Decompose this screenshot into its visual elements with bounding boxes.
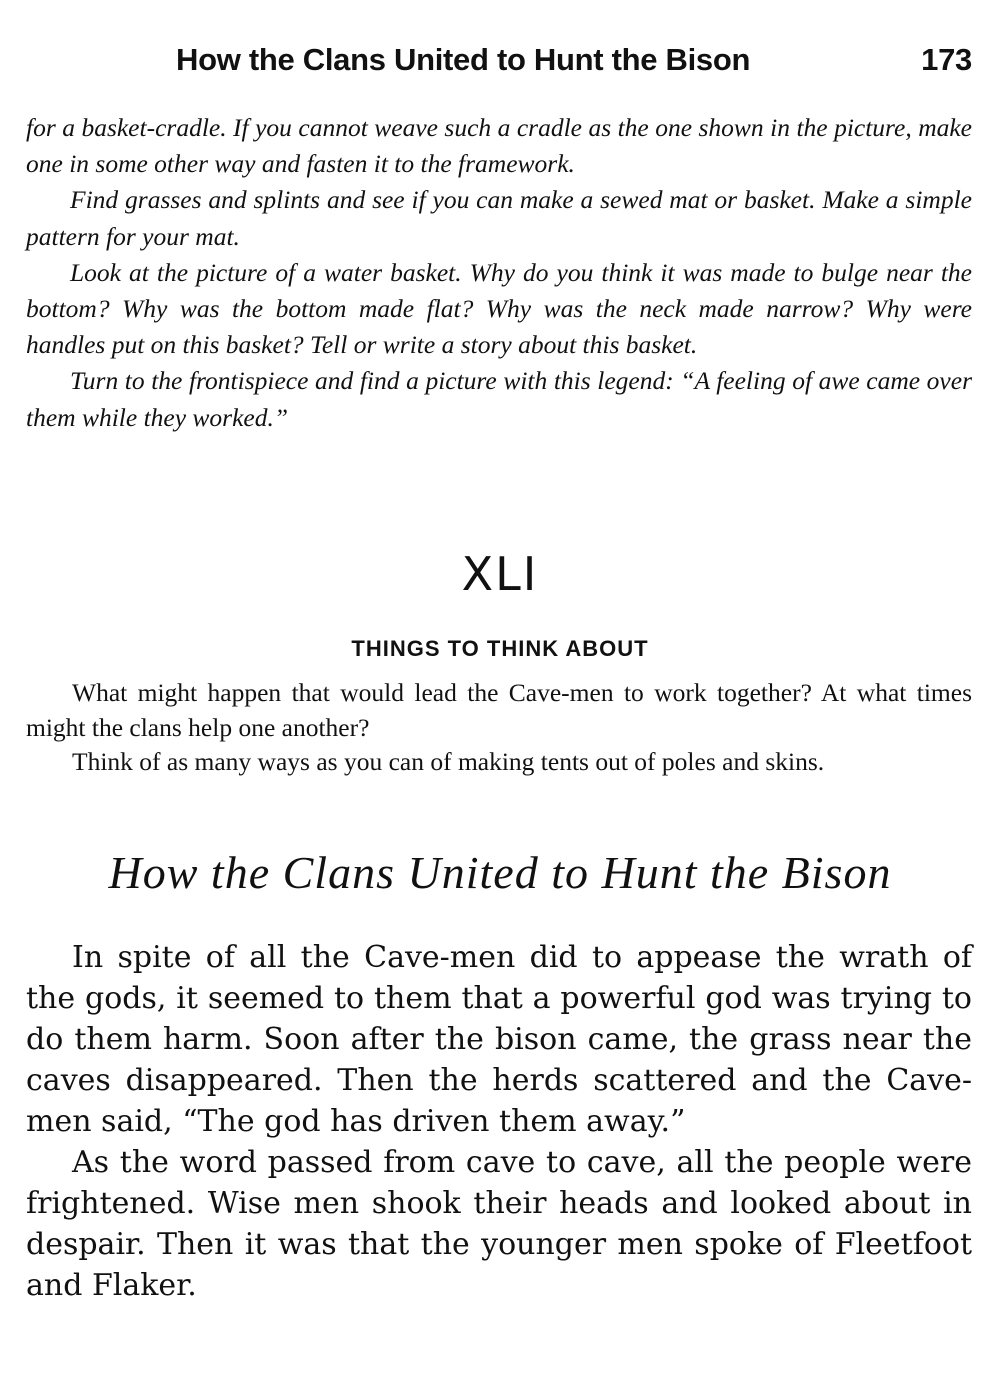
question-paragraph: What might happen that would lead the Cave-men to work together? At what times might the clans help one another? [26, 678, 972, 742]
exercise-instructions [26, 110, 972, 436]
story-title: How the Clans United to Hunt the Bison [108, 847, 892, 898]
story-paragraph: In spite of all the Cave-men did to appease the wrath of the gods, it seemed to them that a powerful god was trying to do them harm. Soon after the bison came, the grass near the caves disappeared. Then the herds scattered and the Cave-men said, “The god has driven them away.” [26, 940, 972, 1139]
question-paragraph: Think of as many ways as you can of making tents out of poles and skins. [72, 747, 825, 776]
story-body [26, 937, 972, 1306]
chapter-number: XLI [461, 547, 539, 601]
page-number: 173 [921, 42, 972, 77]
think-about-questions [26, 676, 972, 780]
exercise-paragraph: for a basket-cradle. If you cannot weave such a cradle as the one shown in the picture, make one in some other way and fasten it to the framework. [26, 113, 972, 179]
story-paragraph: As the word passed from cave to cave, all the people were frightened. Wise men shook their heads and looked about in despair. Then it was that the younger men spoke of Fleetfoot and Flaker. [26, 1145, 972, 1303]
exercise-paragraph: Turn to the frontispiece and find a picture with this legend: “A feeling of awe came over them while they worked.” [26, 366, 972, 432]
exercise-paragraph: Find grasses and splints and see if you can make a sewed mat or basket. Make a simple pattern for your mat. [26, 185, 972, 251]
section-heading: THINGS TO THINK ABOUT [351, 636, 649, 661]
running-head-title: How the Clans United to Hunt the Bison [176, 42, 751, 77]
exercise-paragraph: Look at the picture of a water basket. Why do you think it was made to bulge near the bottom? Why was the bottom made flat? Why was the neck made narrow? Why were handles put on this basket? Tell or write a story about this basket. [26, 257, 972, 360]
running-head [0, 42, 1000, 82]
